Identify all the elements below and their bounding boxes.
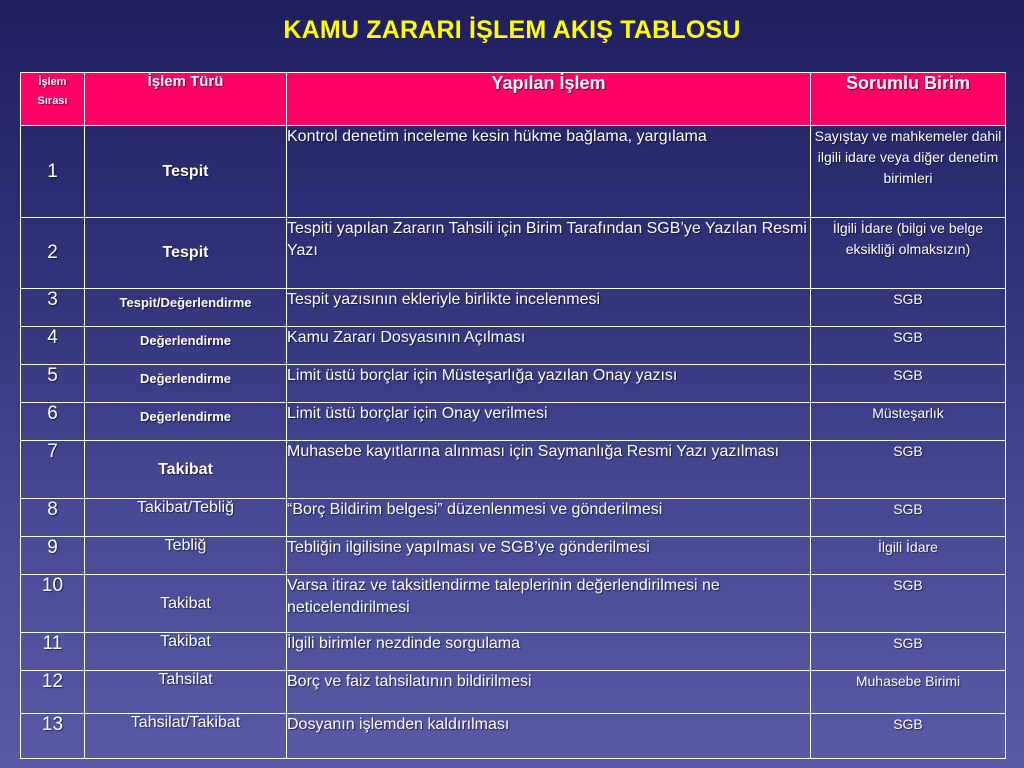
row-action: Borç ve faiz tahsilatının bildirilmesi: [287, 671, 811, 714]
table-row: [21, 537, 1006, 575]
row-number: 6: [21, 403, 85, 441]
row-responsible: SGB: [811, 327, 1006, 365]
row-type: Takibat/Tebliğ: [85, 499, 287, 537]
table-row: [21, 403, 1006, 441]
table-row: [21, 441, 1006, 499]
row-action: İlgili birimler nezdinde sorgulama: [287, 633, 811, 671]
row-number: 5: [21, 365, 85, 403]
row-action: Varsa itiraz ve taksitlendirme taleplerinin değerlendirilmesi ne neticelendirilmesi: [287, 575, 811, 633]
row-number: 7: [21, 441, 85, 499]
row-number: 4: [21, 327, 85, 365]
table-row: [21, 575, 1006, 633]
header-sorumlu-birim: Sorumlu Birim: [811, 73, 1006, 126]
row-responsible: SGB: [811, 633, 1006, 671]
row-responsible: İlgili İdare: [811, 537, 1006, 575]
row-type: Tebliğ: [85, 537, 287, 575]
header-islem-sirasi: [21, 73, 85, 126]
row-action: Tebliğin ilgilisine yapılması ve SGB’ye gönderilmesi: [287, 537, 811, 575]
row-number: 2: [21, 218, 85, 289]
page-title: KAMU ZARARI İŞLEM AKIŞ TABLOSU: [283, 16, 741, 44]
header-islem-turu: İşlem Türü: [85, 73, 287, 126]
row-responsible: SGB: [811, 289, 1006, 327]
row-action: Muhasebe kayıtlarına alınması için Saymanlığa Resmi Yazı yazılması: [287, 441, 811, 499]
table-row: [21, 499, 1006, 537]
row-action: Dosyanın işlemden kaldırılması: [287, 714, 811, 759]
row-action: Tespit yazısının ekleriyle birlikte incelenmesi: [287, 289, 811, 327]
row-number: 1: [21, 126, 85, 218]
row-type: Değerlendirme: [85, 327, 287, 365]
table-row: [21, 714, 1006, 759]
row-number: 13: [21, 714, 85, 759]
row-type: Takibat: [85, 441, 287, 499]
row-type: Tahsilat: [85, 671, 287, 714]
row-responsible: SGB: [811, 714, 1006, 759]
table-row: [21, 365, 1006, 403]
row-action: Limit üstü borçlar için Müsteşarlığa yazılan Onay yazısı: [287, 365, 811, 403]
header-sira-line2: Sırası: [37, 95, 68, 107]
row-responsible: Sayıştay ve mahkemeler dahil ilgili idare veya diğer denetim birimleri: [811, 126, 1006, 218]
row-responsible: SGB: [811, 575, 1006, 633]
row-number: 10: [21, 575, 85, 633]
process-flow-table: [20, 72, 1006, 759]
table-row: [21, 126, 1006, 218]
table-row: [21, 671, 1006, 714]
row-responsible: SGB: [811, 499, 1006, 537]
row-type: Takibat: [85, 575, 287, 633]
row-responsible: SGB: [811, 441, 1006, 499]
row-action: Kontrol denetim inceleme kesin hükme bağlama, yargılama: [287, 126, 811, 218]
row-type: Takibat: [85, 633, 287, 671]
row-type: Tahsilat/Takibat: [85, 714, 287, 759]
row-responsible: SGB: [811, 365, 1006, 403]
row-action: “Borç Bildirim belgesi” düzenlenmesi ve gönderilmesi: [287, 499, 811, 537]
header-sira-line1: İşlem: [38, 76, 67, 88]
row-number: 9: [21, 537, 85, 575]
row-action: Limit üstü borçlar için Onay verilmesi: [287, 403, 811, 441]
row-responsible: İlgili İdare (bilgi ve belge eksikliği olmaksızın): [811, 218, 1006, 289]
table-row: [21, 633, 1006, 671]
row-type: Tespit/Değerlendirme: [85, 289, 287, 327]
row-number: 11: [21, 633, 85, 671]
row-type: Tespit: [85, 218, 287, 289]
row-number: 3: [21, 289, 85, 327]
table-row: [21, 289, 1006, 327]
row-number: 12: [21, 671, 85, 714]
header-yapilan-islem: Yapılan İşlem: [287, 73, 811, 126]
table-row: [21, 327, 1006, 365]
row-responsible: Muhasebe Birimi: [811, 671, 1006, 714]
table-row: [21, 218, 1006, 289]
row-action: Tespiti yapılan Zararın Tahsili için Birim Tarafından SGB’ye Yazılan Resmi Yazı: [287, 218, 811, 289]
table-header-row: [21, 73, 1006, 126]
row-number: 8: [21, 499, 85, 537]
row-responsible: Müsteşarlık: [811, 403, 1006, 441]
row-type: Değerlendirme: [85, 403, 287, 441]
row-type: Tespit: [85, 126, 287, 218]
row-action: Kamu Zararı Dosyasının Açılması: [287, 327, 811, 365]
row-type: Değerlendirme: [85, 365, 287, 403]
